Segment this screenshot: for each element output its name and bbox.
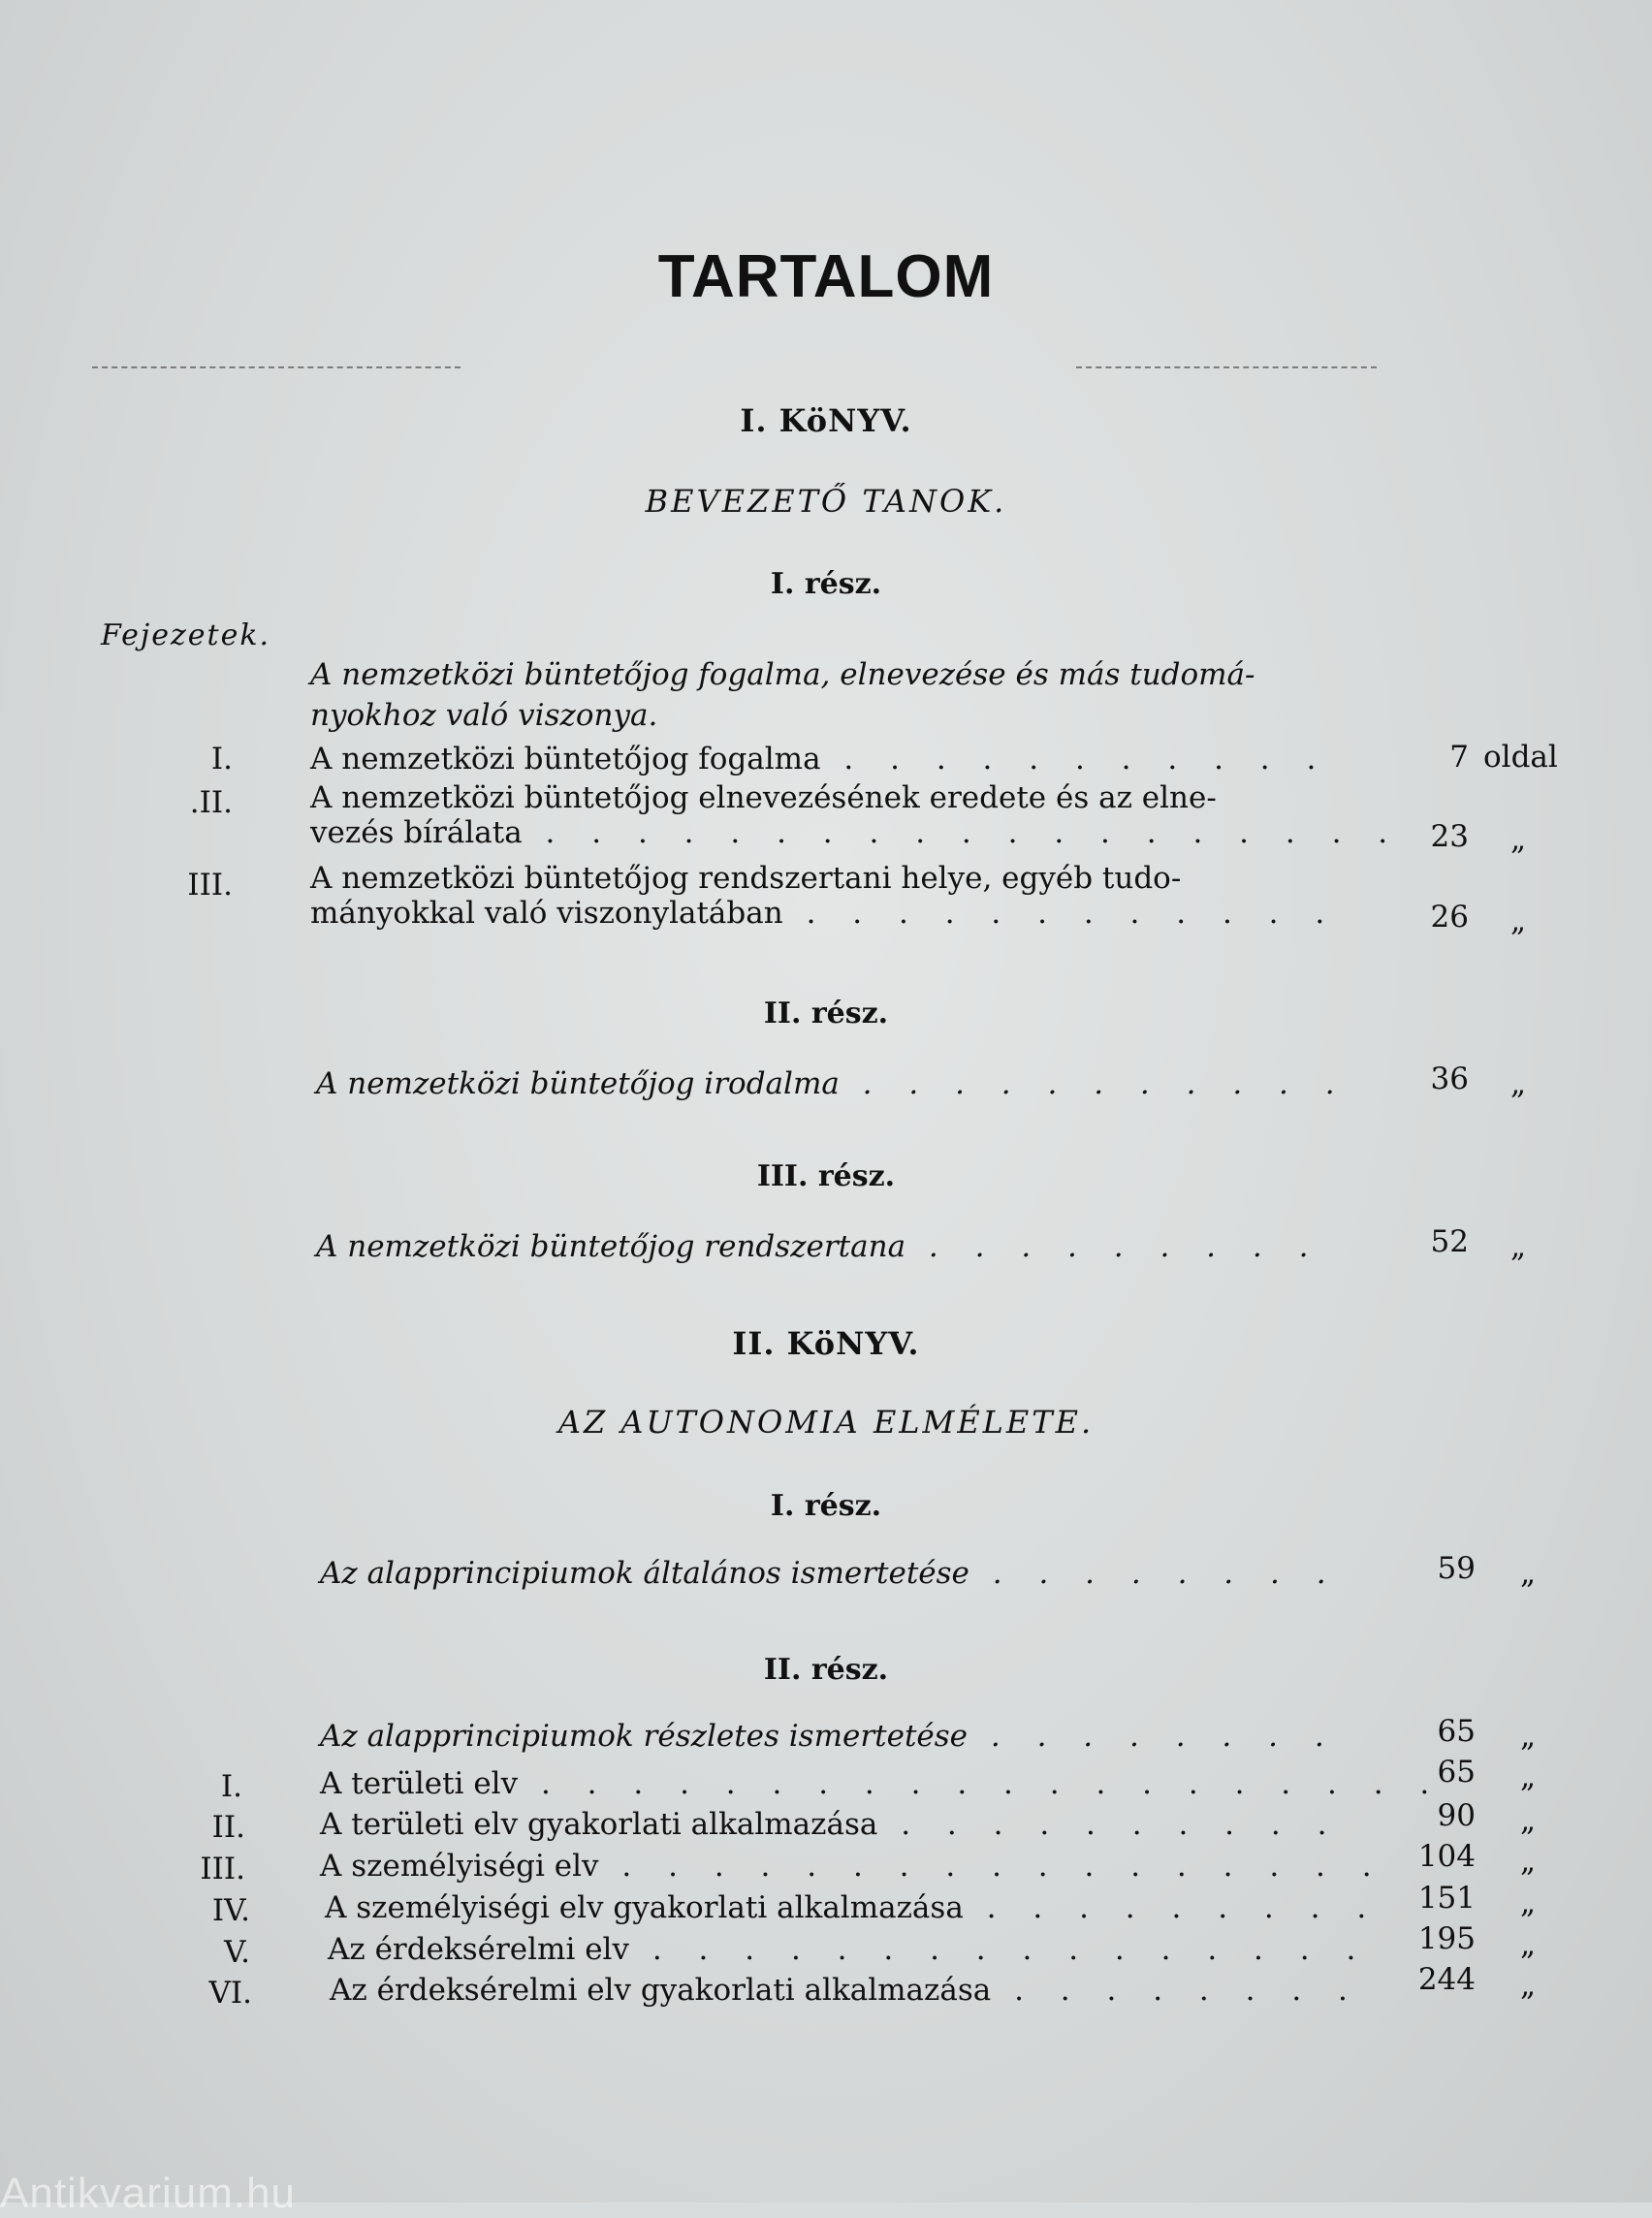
divider-left — [92, 366, 461, 368]
entry-number: .II. — [189, 785, 233, 820]
dot-leader: . . . . . . . . . . — [877, 1807, 1341, 1842]
toc-entry[interactable] — [316, 1066, 1349, 1101]
book1-part3-heading: III. rész. — [756, 1159, 896, 1193]
book1-subtitle: BEVEZETŐ TANOK. — [645, 483, 1007, 520]
page-unit: „ — [1520, 1844, 1537, 1879]
toc-entry[interactable] — [330, 1973, 1361, 2008]
dot-leader: . . . . . . . . — [969, 1556, 1340, 1591]
toc-entry[interactable] — [320, 1849, 1385, 1884]
toc-entry[interactable] — [320, 1766, 1443, 1801]
dot-leader: . . . . . . . . . . . . — [782, 896, 1339, 931]
entry-number: VI. — [208, 1976, 252, 2011]
page-unit: „ — [1520, 1719, 1537, 1754]
entry-title: mányokkal való viszonylatában — [310, 896, 783, 931]
page-unit: oldal — [1483, 740, 1558, 775]
entry-number: II. — [211, 1810, 245, 1845]
entry-title: Az érdeksérelmi elv — [328, 1932, 629, 1967]
page-title: TARTALOM — [657, 243, 995, 310]
dot-leader: . . . . . . . . . . . . . . . . . . . — [522, 815, 1402, 850]
entry-title: A nemzetközi büntetőjog fogalma — [310, 742, 821, 776]
entry-title: vezés bírálata — [310, 815, 523, 850]
entry-number: III. — [187, 868, 233, 903]
book2-subtitle: AZ AUTONOMIA ELMÉLETE. — [557, 1404, 1095, 1441]
page-unit: „ — [1510, 903, 1527, 938]
page-number: 104 — [1417, 1839, 1476, 1874]
page-number: 65 — [1437, 1714, 1476, 1749]
toc-entry[interactable] — [310, 861, 1338, 931]
page-number: 195 — [1417, 1921, 1476, 1956]
toc-entry[interactable] — [316, 1229, 1321, 1264]
dot-leader: . . . . . . . . . . . . . . . . . — [598, 1849, 1385, 1884]
dot-leader: . . . . . . . . . . . . . . . . — [628, 1932, 1370, 1967]
watermark: Antikvarium.hu — [0, 2170, 297, 2217]
dot-leader: . . . . . . . . . . . — [839, 1066, 1349, 1101]
page-unit: „ — [1520, 1885, 1537, 1920]
entry-number: III. — [200, 1852, 245, 1886]
page-number: 23 — [1430, 819, 1469, 854]
page-number: 26 — [1430, 900, 1469, 935]
toc-entry[interactable] — [320, 1556, 1340, 1591]
intro-line: nyokhoz való viszonya. — [310, 698, 658, 733]
toc-entry[interactable] — [328, 1932, 1369, 1967]
page-unit: „ — [1520, 1759, 1537, 1794]
entry-title: Az érdeksérelmi elv gyakorlati alkalmazása — [330, 1973, 992, 2008]
page-number: 36 — [1430, 1061, 1469, 1096]
dot-leader: . . . . . . . . . — [905, 1229, 1322, 1264]
dot-leader: . . . . . . . . . — [963, 1890, 1381, 1925]
page-unit: „ — [1520, 1556, 1537, 1591]
book1-part2-heading: II. rész. — [763, 997, 889, 1030]
dot-leader: . . . . . . . . . . . . . . . . . . . . — [518, 1766, 1444, 1801]
intro-line: A nemzetközi büntetőjog fogalma, elnevezése és más tudomá- — [310, 657, 1255, 692]
entry-title: A nemzetközi büntetőjog rendszertana — [316, 1229, 906, 1264]
entry-number: I. — [220, 1769, 242, 1804]
chapters-label: Fejezetek. — [101, 618, 271, 652]
page-unit: „ — [1510, 822, 1527, 857]
toc-entry[interactable] — [320, 1719, 1338, 1754]
entry-title: A területi elv gyakorlati alkalmazása — [320, 1807, 878, 1842]
page-unit: „ — [1510, 1066, 1527, 1101]
toc-entry[interactable] — [310, 780, 1401, 850]
page-unit: „ — [1510, 1229, 1527, 1264]
entry-title: Az alapprincipiumok általános ismertetése — [320, 1556, 969, 1591]
entry-title: A nemzetközi büntetőjog irodalma — [316, 1066, 840, 1101]
book2-part1-heading: I. rész. — [770, 1489, 882, 1523]
page-number: 65 — [1437, 1755, 1476, 1790]
entry-title: A személyiségi elv gyakorlati alkalmazása — [325, 1890, 964, 1925]
page-number: 244 — [1417, 1962, 1476, 1997]
entry-title: Az alapprincipiumok részletes ismertetése — [320, 1719, 969, 1754]
entry-number: V. — [224, 1935, 250, 1970]
page-number: 59 — [1437, 1551, 1476, 1586]
dot-leader: . . . . . . . . . . . — [820, 742, 1330, 776]
page-number: 90 — [1437, 1798, 1476, 1833]
page-number: 52 — [1430, 1224, 1469, 1259]
entry-number: I. — [210, 742, 233, 776]
entry-title: A nemzetközi büntetőjog elnevezésének eredete és az elne- — [310, 780, 1217, 815]
toc-entry[interactable] — [310, 742, 1329, 776]
page-unit: „ — [1520, 1803, 1537, 1838]
page-unit: „ — [1520, 1968, 1537, 2003]
page-number: 151 — [1417, 1881, 1476, 1916]
book2-part2-heading: II. rész. — [763, 1653, 889, 1687]
toc-entry[interactable] — [320, 1807, 1340, 1842]
toc-entry[interactable] — [325, 1890, 1380, 1925]
book1-part1-heading: I. rész. — [770, 567, 882, 601]
page-unit: „ — [1520, 1927, 1537, 1962]
page-number: 7 — [1449, 740, 1469, 775]
divider-right — [1076, 366, 1377, 368]
book1-heading: I. KöNYV. — [740, 402, 912, 439]
book2-heading: II. KöNYV. — [732, 1325, 920, 1362]
dot-leader: . . . . . . . . — [968, 1719, 1338, 1754]
entry-title: A nemzetközi büntetőjog rendszertani helye, egyéb tudo- — [310, 861, 1182, 896]
entry-title: A személyiségi elv — [320, 1849, 599, 1884]
book1-part1-intro — [310, 654, 1377, 736]
entry-title: A területi elv — [320, 1766, 519, 1801]
entry-number: IV. — [211, 1893, 250, 1928]
dot-leader: . . . . . . . . — [991, 1973, 1361, 2008]
